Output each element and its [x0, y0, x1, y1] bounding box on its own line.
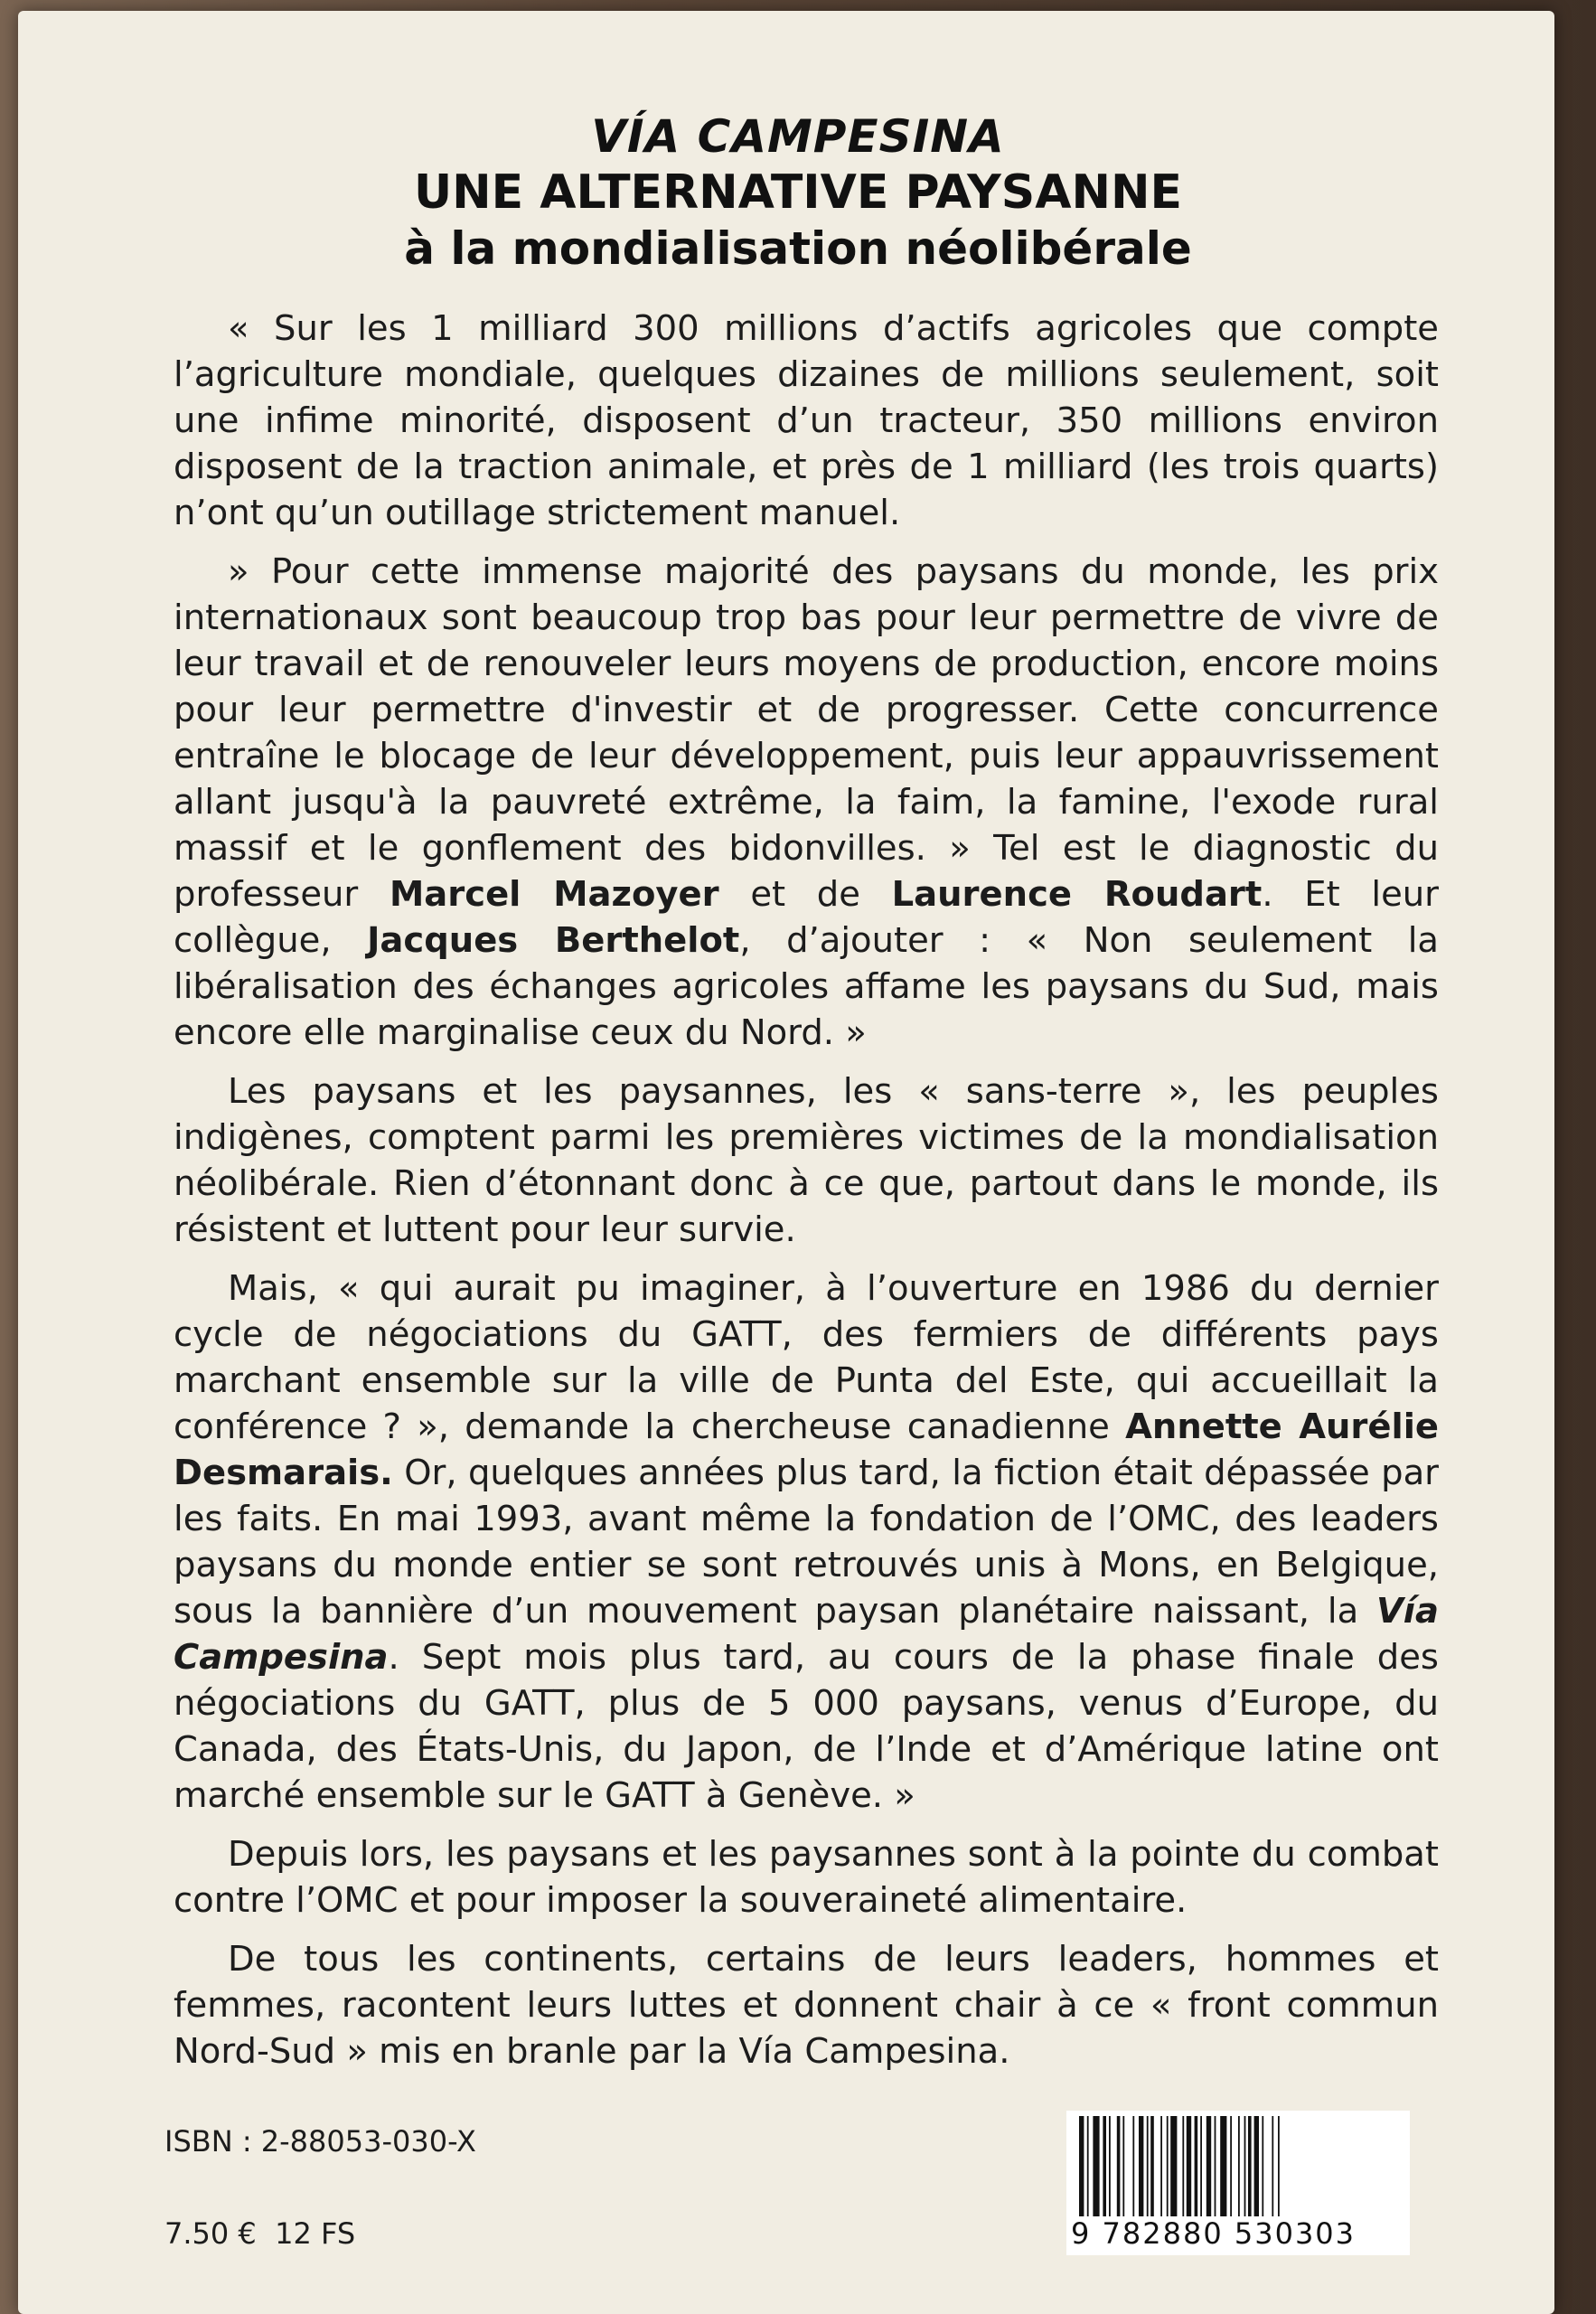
author-name: Annette Aurélie Desmarais. [174, 1406, 1440, 1493]
book-title: UNE ALTERNATIVE PAYSANNE [413, 165, 1183, 220]
blurb-text-run: Mais, « qui aurait pu imaginer, à l’ouverture en 1986 du dernier cycle de négociations du GATT, des fermiers de différents pays marchant ensemble sur la ville de Punta del Este, qui accueillait la conférence ? », demande la chercheuse canadienne [174, 1268, 1439, 1447]
barcode-bar [1109, 2116, 1111, 2217]
barcode-bar [1206, 2116, 1211, 2217]
barcode-bar [1215, 2116, 1216, 2217]
barcode-bar [1244, 2116, 1246, 2217]
barcode-bar [1248, 2116, 1252, 2217]
blurb-paragraph [174, 306, 1439, 536]
blurb-text-run: Depuis lors, les paysans et les paysannes sont à la pointe du combat contre l’OMC et pour imposer la souveraineté alimentaire. [174, 1834, 1439, 1921]
blurb-text-run: Les paysans et les paysannes, les « sans-terre », les peuples indigènes, comptent parmi les premières victimes de la mondialisation néolibérale. Rien d’étonnant donc à ce que, partout dans le monde, ils résistent et luttent pour leur survie. [174, 1071, 1439, 1250]
blurb-text [174, 306, 1439, 2087]
author-name: Marcel Mazoyer [389, 874, 719, 915]
blurb-paragraph [174, 1265, 1439, 1819]
barcode-bar [1170, 2116, 1177, 2217]
isbn-label: ISBN : 2-88053-030-X [164, 2124, 476, 2159]
barcode-bar [1093, 2116, 1099, 2217]
barcode-bar [1262, 2116, 1263, 2217]
barcode-bar [1220, 2116, 1226, 2217]
price-label: 7.50 € 12 FS [164, 2216, 356, 2251]
blurb-text-run: . Et leur collègue, [174, 874, 1439, 961]
barcode-bar [1122, 2116, 1124, 2217]
barcode-bar [1160, 2116, 1162, 2217]
blurb-text-run: « Sur les 1 milliard 300 millions d’actifs agricoles que compte l’agriculture mondiale, quelques dizaines de millions seulement, soit une infime minorité, disposent d’un tracteur, 350 millions environ disposent de la traction animale, et près de 1 milliard (les trois quarts) n’ont qu’un outillage strictement manuel. [174, 308, 1439, 533]
blurb-paragraph [174, 1068, 1439, 1253]
barcode-bar [1230, 2116, 1232, 2217]
blurb-text-run: . Sept mois plus tard, au cours de la phase finale des négociations du GATT, plus de 5 000 paysans, venus d’Europe, du Canada, des États-Unis, du Japon, de l’Inde et d’Amérique latine ont marché ensemble sur le GATT à Genève. » [174, 1637, 1439, 1816]
barcode-bar [1117, 2116, 1121, 2217]
blurb-text-run: De tous les continents, certains de leurs leaders, hommes et femmes, racontent leurs luttes et donnent chair à ce « front commun Nord-Sud » mis en branle par la Vía Campesina. [174, 1939, 1439, 2072]
blurb-paragraph [174, 549, 1439, 1056]
barcode-bar [1272, 2116, 1273, 2217]
blurb-paragraph [174, 1936, 1439, 2074]
barcode-bar [1200, 2116, 1202, 2217]
author-name: Jacques Berthelot [367, 920, 740, 961]
book-subtitle: à la mondialisation néolibérale [404, 222, 1192, 275]
blurb-text-run: Or, quelques années plus tard, la fiction était dépassée par les faits. En mai 1993, avant même la fondation de l’OMC, des leaders paysans du monde entier se sont retrouvés unis à Mons, en Belgique, sous la bannière d’un mouvement paysan planétaire naissant, la [174, 1453, 1439, 1632]
blurb-paragraph [174, 1831, 1439, 1924]
barcode-bar [1139, 2116, 1143, 2217]
barcode-number: 9 782880 530303 [1071, 2216, 1357, 2251]
barcode-bar [1132, 2116, 1134, 2217]
blurb-text-run: , d’ajouter : « Non seulement la libéralisation des échanges agricoles affame les paysans du Sud, mais encore elle marginalise ceux du Nord. » [174, 920, 1439, 1053]
author-name: Vía Campesina [174, 1591, 1439, 1678]
barcode-bar [1254, 2116, 1259, 2217]
barcode-bar [1147, 2116, 1149, 2217]
barcode-bar [1103, 2116, 1106, 2217]
blurb-text-run: » Pour cette immense majorité des paysans du monde, les prix internationaux sont beaucoup trop bas pour leur permettre de vivre de leur travail et de renouveler leurs moyens de production, encore moins pour leur permettre d'investir et de progresser. Cette concurrence entraîne le blocage de leur développement, puis leur appauvrissement allant jusqu'à la pauvreté extrême, la faim, la famine, l'exode rural massif et le gonflement des bidonvilles. » Tel est le diagnostic du professeur [174, 551, 1439, 915]
series-title: VÍA CAMPESINA [591, 110, 1005, 163]
barcode-bar [1167, 2116, 1169, 2217]
barcode-bar [1150, 2116, 1154, 2217]
cover-title-block [0, 108, 1596, 277]
author-name: Laurence Roudart [891, 874, 1263, 915]
blurb-text-run: et de [718, 874, 892, 915]
barcode-bar [1238, 2116, 1240, 2217]
barcode-bar [1195, 2116, 1198, 2217]
